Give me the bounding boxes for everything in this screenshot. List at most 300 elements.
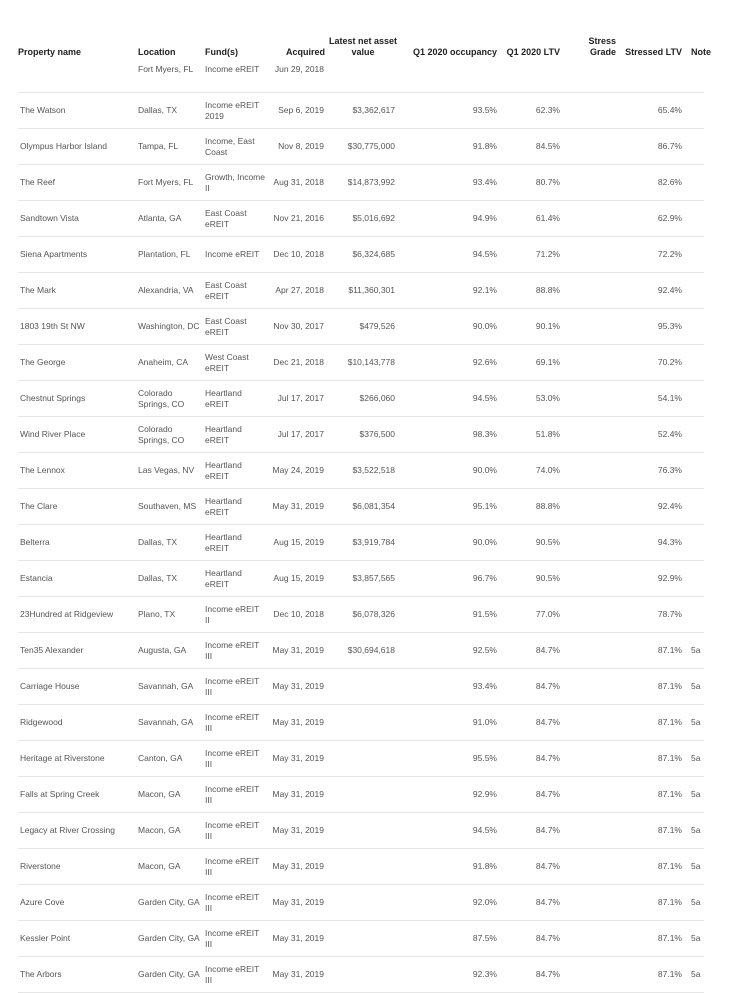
cell-stress-grade: [563, 93, 619, 129]
cell-net-asset-value: $3,919,784: [328, 525, 398, 561]
cell-ltv: 69.1%: [500, 345, 563, 381]
cell-note: [685, 273, 704, 309]
cell-acquired: May 31, 2019: [265, 849, 328, 885]
cell-note: [685, 64, 704, 93]
cell-occupancy: 93.4%: [398, 165, 500, 201]
cell-occupancy: 87.5%: [398, 921, 500, 957]
cell-note: [685, 309, 704, 345]
header-stress-grade: Stress Grade: [588, 36, 616, 57]
cell-stressed-ltv: 94.3%: [619, 525, 685, 561]
cell-net-asset-value: [328, 849, 398, 885]
table-row: [18, 201, 704, 237]
cell-location: Augusta, GA: [138, 633, 205, 669]
cell-acquired: Sep 6, 2019: [265, 93, 328, 129]
cell-property-name: The Lennox: [18, 453, 138, 489]
cell-acquired: Jul 17, 2017: [265, 381, 328, 417]
cell-note: 5a: [685, 777, 704, 813]
cell-stress-grade: [563, 957, 619, 993]
table-body: [18, 64, 704, 993]
cell-funds: Income eREIT III: [205, 705, 265, 741]
cell-acquired: Nov 30, 2017: [265, 309, 328, 345]
cell-acquired: May 31, 2019: [265, 957, 328, 993]
cell-property-name: The Arbors: [18, 957, 138, 993]
header-net-asset-value: Latest net asset value: [328, 36, 398, 57]
cell-property-name: Estancia: [18, 561, 138, 597]
cell-occupancy: 91.0%: [398, 705, 500, 741]
cell-net-asset-value: $10,143,778: [328, 345, 398, 381]
table-row: [18, 417, 704, 453]
cell-funds: Income eREIT III: [205, 921, 265, 957]
cell-stress-grade: [563, 201, 619, 237]
cell-property-name: 1803 19th St NW: [18, 309, 138, 345]
cell-occupancy: 95.5%: [398, 741, 500, 777]
cell-occupancy: 95.1%: [398, 489, 500, 525]
cell-property-name: Wind River Place: [18, 417, 138, 453]
cell-ltv: 80.7%: [500, 165, 563, 201]
cell-acquired: May 24, 2019: [265, 453, 328, 489]
cell-property-name: Belterra: [18, 525, 138, 561]
cell-acquired: May 31, 2019: [265, 885, 328, 921]
cell-stress-grade: [563, 453, 619, 489]
cell-stressed-ltv: 72.2%: [619, 237, 685, 273]
table-row: [18, 777, 704, 813]
cell-stressed-ltv: 82.6%: [619, 165, 685, 201]
cell-occupancy: 96.7%: [398, 561, 500, 597]
cell-location: Savannah, GA: [138, 705, 205, 741]
cell-location: Fort Myers, FL: [138, 64, 205, 93]
cell-ltv: 84.7%: [500, 849, 563, 885]
cell-funds: Income eREIT: [205, 64, 265, 93]
cell-funds: Income, East Coast: [205, 129, 265, 165]
cell-occupancy: 94.9%: [398, 201, 500, 237]
cell-funds: Income eREIT III: [205, 741, 265, 777]
cell-acquired: May 31, 2019: [265, 633, 328, 669]
table-row: [18, 921, 704, 957]
cell-property-name: Falls at Spring Creek: [18, 777, 138, 813]
cell-property-name: [18, 64, 138, 93]
cell-stress-grade: [563, 381, 619, 417]
cell-stress-grade: [563, 417, 619, 453]
cell-ltv: 77.0%: [500, 597, 563, 633]
cell-funds: East Coast eREIT: [205, 273, 265, 309]
cell-note: 5a: [685, 741, 704, 777]
cell-funds: Income eREIT III: [205, 885, 265, 921]
cell-stressed-ltv: 87.1%: [619, 669, 685, 705]
cell-funds: Heartland eREIT: [205, 417, 265, 453]
cell-occupancy: 91.8%: [398, 129, 500, 165]
table-row: [18, 453, 704, 489]
cell-property-name: The Mark: [18, 273, 138, 309]
cell-net-asset-value: $3,362,617: [328, 93, 398, 129]
cell-funds: Growth, Income II: [205, 165, 265, 201]
header-funds: Fund(s): [205, 47, 238, 57]
cell-ltv: 84.7%: [500, 813, 563, 849]
cell-occupancy: 92.9%: [398, 777, 500, 813]
cell-acquired: May 31, 2019: [265, 813, 328, 849]
cell-location: Dallas, TX: [138, 93, 205, 129]
cell-net-asset-value: $11,360,301: [328, 273, 398, 309]
cell-stressed-ltv: 86.7%: [619, 129, 685, 165]
cell-property-name: Ridgewood: [18, 705, 138, 741]
cell-net-asset-value: [328, 64, 398, 93]
cell-net-asset-value: [328, 669, 398, 705]
cell-funds: Heartland eREIT: [205, 453, 265, 489]
cell-location: Plantation, FL: [138, 237, 205, 273]
cell-note: 5a: [685, 633, 704, 669]
cell-property-name: Ten35 Alexander: [18, 633, 138, 669]
cell-net-asset-value: [328, 741, 398, 777]
cell-stress-grade: [563, 345, 619, 381]
cell-ltv: 71.2%: [500, 237, 563, 273]
cell-stressed-ltv: 95.3%: [619, 309, 685, 345]
cell-acquired: Jul 17, 2017: [265, 417, 328, 453]
cell-funds: Income eREIT III: [205, 777, 265, 813]
cell-funds: Income eREIT 2019: [205, 93, 265, 129]
cell-net-asset-value: $30,775,000: [328, 129, 398, 165]
cell-note: [685, 525, 704, 561]
cell-property-name: Heritage at Riverstone: [18, 741, 138, 777]
cell-ltv: 90.1%: [500, 309, 563, 345]
cell-stress-grade: [563, 777, 619, 813]
cell-location: Canton, GA: [138, 741, 205, 777]
cell-note: [685, 165, 704, 201]
cell-location: Savannah, GA: [138, 669, 205, 705]
cell-acquired: Apr 27, 2018: [265, 273, 328, 309]
table-row: [18, 669, 704, 705]
cell-acquired: Dec 10, 2018: [265, 237, 328, 273]
cell-stressed-ltv: 65.4%: [619, 93, 685, 129]
table-row: [18, 381, 704, 417]
cell-stressed-ltv: 87.1%: [619, 705, 685, 741]
cell-stress-grade: [563, 741, 619, 777]
cell-location: Dallas, TX: [138, 525, 205, 561]
table-row: [18, 633, 704, 669]
cell-stressed-ltv: 62.9%: [619, 201, 685, 237]
cell-ltv: 84.7%: [500, 777, 563, 813]
cell-funds: Income eREIT II: [205, 597, 265, 633]
cell-ltv: 84.7%: [500, 921, 563, 957]
cell-ltv: 53.0%: [500, 381, 563, 417]
cell-location: Garden City, GA: [138, 921, 205, 957]
cell-net-asset-value: $30,694,618: [328, 633, 398, 669]
cell-stressed-ltv: 70.2%: [619, 345, 685, 381]
cell-note: 5a: [685, 849, 704, 885]
cell-acquired: Dec 10, 2018: [265, 597, 328, 633]
cell-note: [685, 93, 704, 129]
cell-property-name: Sandtown Vista: [18, 201, 138, 237]
cell-stressed-ltv: 76.3%: [619, 453, 685, 489]
cell-occupancy: 91.8%: [398, 849, 500, 885]
cell-ltv: 84.7%: [500, 741, 563, 777]
cell-stressed-ltv: 92.4%: [619, 489, 685, 525]
cell-acquired: Dec 21, 2018: [265, 345, 328, 381]
cell-acquired: Aug 15, 2019: [265, 561, 328, 597]
cell-funds: Income eREIT: [205, 237, 265, 273]
cell-location: Colorado Springs, CO: [138, 381, 205, 417]
cell-stress-grade: [563, 165, 619, 201]
table-row: [18, 885, 704, 921]
cell-acquired: May 31, 2019: [265, 921, 328, 957]
cell-property-name: The Watson: [18, 93, 138, 129]
table-row: [18, 93, 704, 129]
cell-stress-grade: [563, 597, 619, 633]
cell-property-name: Kessler Point: [18, 921, 138, 957]
cell-stress-grade: [563, 669, 619, 705]
table-row: [18, 561, 704, 597]
cell-property-name: Carriage House: [18, 669, 138, 705]
cell-note: 5a: [685, 921, 704, 957]
cell-location: Southaven, MS: [138, 489, 205, 525]
cell-note: [685, 381, 704, 417]
cell-note: [685, 237, 704, 273]
cell-funds: Income eREIT III: [205, 813, 265, 849]
cell-net-asset-value: $14,873,992: [328, 165, 398, 201]
cell-location: Garden City, GA: [138, 885, 205, 921]
table-row: [18, 129, 704, 165]
cell-funds: Income eREIT III: [205, 849, 265, 885]
cell-ltv: 88.8%: [500, 489, 563, 525]
cell-funds: East Coast eREIT: [205, 201, 265, 237]
cell-ltv: 62.3%: [500, 93, 563, 129]
cell-ltv: 84.7%: [500, 705, 563, 741]
header-acquired: Acquired: [285, 47, 325, 57]
cell-note: [685, 345, 704, 381]
cell-note: 5a: [685, 885, 704, 921]
table-row: [18, 309, 704, 345]
cell-acquired: May 31, 2019: [265, 741, 328, 777]
cell-note: [685, 129, 704, 165]
cell-net-asset-value: $3,857,565: [328, 561, 398, 597]
cell-ltv: 88.8%: [500, 273, 563, 309]
cell-net-asset-value: $6,324,685: [328, 237, 398, 273]
cell-net-asset-value: $376,500: [328, 417, 398, 453]
cell-location: Macon, GA: [138, 813, 205, 849]
cell-stressed-ltv: [619, 64, 685, 93]
cell-ltv: 51.8%: [500, 417, 563, 453]
cell-stressed-ltv: 87.1%: [619, 957, 685, 993]
header-stressed-ltv: Stressed LTV: [625, 47, 682, 57]
cell-funds: Heartland eREIT: [205, 489, 265, 525]
cell-funds: Heartland eREIT: [205, 381, 265, 417]
cell-stress-grade: [563, 525, 619, 561]
cell-location: Dallas, TX: [138, 561, 205, 597]
cell-occupancy: 92.1%: [398, 273, 500, 309]
cell-acquired: May 31, 2019: [265, 705, 328, 741]
cell-occupancy: 92.6%: [398, 345, 500, 381]
cell-stress-grade: [563, 885, 619, 921]
cell-net-asset-value: $3,522,518: [328, 453, 398, 489]
cell-stress-grade: [563, 849, 619, 885]
cell-occupancy: 94.5%: [398, 813, 500, 849]
header-location: Location: [138, 47, 176, 57]
cell-stressed-ltv: 87.1%: [619, 777, 685, 813]
cell-location: Tampa, FL: [138, 129, 205, 165]
cell-stressed-ltv: 87.1%: [619, 633, 685, 669]
cell-acquired: May 31, 2019: [265, 777, 328, 813]
cell-net-asset-value: $6,081,354: [328, 489, 398, 525]
cell-occupancy: 90.0%: [398, 309, 500, 345]
cell-note: [685, 489, 704, 525]
cell-location: Macon, GA: [138, 849, 205, 885]
cell-property-name: The Reef: [18, 165, 138, 201]
cell-acquired: Aug 31, 2018: [265, 165, 328, 201]
cell-occupancy: 98.3%: [398, 417, 500, 453]
cell-acquired: Nov 8, 2019: [265, 129, 328, 165]
cell-stress-grade: [563, 64, 619, 93]
cell-ltv: 84.7%: [500, 957, 563, 993]
cell-ltv: 84.7%: [500, 669, 563, 705]
cell-acquired: Nov 21, 2016: [265, 201, 328, 237]
table-row: [18, 849, 704, 885]
cell-property-name: The George: [18, 345, 138, 381]
cell-stressed-ltv: 92.9%: [619, 561, 685, 597]
cell-funds: West Coast eREIT: [205, 345, 265, 381]
cell-note: [685, 201, 704, 237]
cell-net-asset-value: [328, 957, 398, 993]
cell-acquired: May 31, 2019: [265, 489, 328, 525]
cell-net-asset-value: [328, 921, 398, 957]
table-row: [18, 237, 704, 273]
cell-net-asset-value: $6,078,326: [328, 597, 398, 633]
cell-location: Alexandria, VA: [138, 273, 205, 309]
cell-location: Washington, DC: [138, 309, 205, 345]
table-row: [18, 741, 704, 777]
header-property-name: Property name: [18, 47, 82, 57]
table-row: [18, 273, 704, 309]
cell-property-name: 23Hundred at Ridgeview: [18, 597, 138, 633]
header-row: [18, 26, 704, 64]
cell-net-asset-value: [328, 705, 398, 741]
cell-net-asset-value: [328, 813, 398, 849]
cell-acquired: Jun 29, 2018: [265, 64, 328, 93]
cell-ltv: 84.7%: [500, 885, 563, 921]
cell-location: Garden City, GA: [138, 957, 205, 993]
cell-stress-grade: [563, 237, 619, 273]
cell-stressed-ltv: 87.1%: [619, 741, 685, 777]
cell-occupancy: 93.5%: [398, 93, 500, 129]
cell-location: Macon, GA: [138, 777, 205, 813]
cell-note: 5a: [685, 705, 704, 741]
cell-ltv: [500, 64, 563, 93]
cell-stressed-ltv: 87.1%: [619, 885, 685, 921]
cell-location: Plano, TX: [138, 597, 205, 633]
cell-location: Fort Myers, FL: [138, 165, 205, 201]
cell-ltv: 74.0%: [500, 453, 563, 489]
cell-note: [685, 597, 704, 633]
cell-note: 5a: [685, 957, 704, 993]
cell-stress-grade: [563, 489, 619, 525]
cell-occupancy: 90.0%: [398, 525, 500, 561]
cell-ltv: 90.5%: [500, 525, 563, 561]
table-row: [18, 489, 704, 525]
cell-stressed-ltv: 87.1%: [619, 849, 685, 885]
cell-stress-grade: [563, 129, 619, 165]
cell-location: Anaheim, CA: [138, 345, 205, 381]
cell-ltv: 84.7%: [500, 633, 563, 669]
table-row: [18, 705, 704, 741]
cell-property-name: Legacy at River Crossing: [18, 813, 138, 849]
cell-occupancy: 90.0%: [398, 453, 500, 489]
cell-occupancy: 93.4%: [398, 669, 500, 705]
cell-net-asset-value: [328, 885, 398, 921]
cell-funds: Income eREIT III: [205, 669, 265, 705]
cell-funds: Heartland eREIT: [205, 525, 265, 561]
cell-property-name: Riverstone: [18, 849, 138, 885]
cell-stressed-ltv: 78.7%: [619, 597, 685, 633]
header-note: Note: [691, 47, 711, 57]
cell-property-name: Azure Cove: [18, 885, 138, 921]
cell-ltv: 61.4%: [500, 201, 563, 237]
property-table: [18, 26, 711, 993]
cell-stress-grade: [563, 813, 619, 849]
cell-property-name: Chestnut Springs: [18, 381, 138, 417]
cell-note: [685, 453, 704, 489]
cell-ltv: 84.5%: [500, 129, 563, 165]
header-occupancy: Q1 2020 occupancy: [412, 47, 497, 57]
table-row: [18, 64, 704, 93]
cell-stress-grade: [563, 309, 619, 345]
cell-occupancy: [398, 64, 500, 93]
cell-stress-grade: [563, 921, 619, 957]
cell-stressed-ltv: 52.4%: [619, 417, 685, 453]
cell-net-asset-value: $5,016,692: [328, 201, 398, 237]
table-row: [18, 597, 704, 633]
cell-acquired: May 31, 2019: [265, 669, 328, 705]
table-row: [18, 957, 704, 993]
cell-occupancy: 94.5%: [398, 381, 500, 417]
table-header: [18, 26, 711, 64]
table-row: [18, 165, 704, 201]
cell-funds: Heartland eREIT: [205, 561, 265, 597]
table-row: [18, 813, 704, 849]
table-row: [18, 525, 704, 561]
cell-note: 5a: [685, 669, 704, 705]
cell-stress-grade: [563, 633, 619, 669]
cell-funds: East Coast eREIT: [205, 309, 265, 345]
cell-net-asset-value: [328, 777, 398, 813]
cell-acquired: Aug 15, 2019: [265, 525, 328, 561]
cell-occupancy: 92.5%: [398, 633, 500, 669]
cell-note: [685, 417, 704, 453]
cell-note: [685, 561, 704, 597]
table-row: [18, 345, 704, 381]
cell-ltv: 90.5%: [500, 561, 563, 597]
cell-occupancy: 94.5%: [398, 237, 500, 273]
cell-occupancy: 91.5%: [398, 597, 500, 633]
cell-funds: Income eREIT III: [205, 633, 265, 669]
cell-net-asset-value: $479,526: [328, 309, 398, 345]
header-ltv: Q1 2020 LTV: [506, 47, 560, 57]
cell-net-asset-value: $266,060: [328, 381, 398, 417]
cell-occupancy: 92.0%: [398, 885, 500, 921]
cell-occupancy: 92.3%: [398, 957, 500, 993]
cell-funds: Income eREIT III: [205, 957, 265, 993]
cell-stressed-ltv: 87.1%: [619, 921, 685, 957]
cell-stress-grade: [563, 561, 619, 597]
cell-location: Colorado Springs, CO: [138, 417, 205, 453]
cell-location: Las Vegas, NV: [138, 453, 205, 489]
cell-property-name: Siena Apartments: [18, 237, 138, 273]
cell-note: 5a: [685, 813, 704, 849]
cell-location: Atlanta, GA: [138, 201, 205, 237]
cell-stress-grade: [563, 705, 619, 741]
cell-stressed-ltv: 54.1%: [619, 381, 685, 417]
cell-property-name: The Clare: [18, 489, 138, 525]
cell-stressed-ltv: 92.4%: [619, 273, 685, 309]
cell-stress-grade: [563, 273, 619, 309]
cell-property-name: Olympus Harbor Island: [18, 129, 138, 165]
cell-stressed-ltv: 87.1%: [619, 813, 685, 849]
